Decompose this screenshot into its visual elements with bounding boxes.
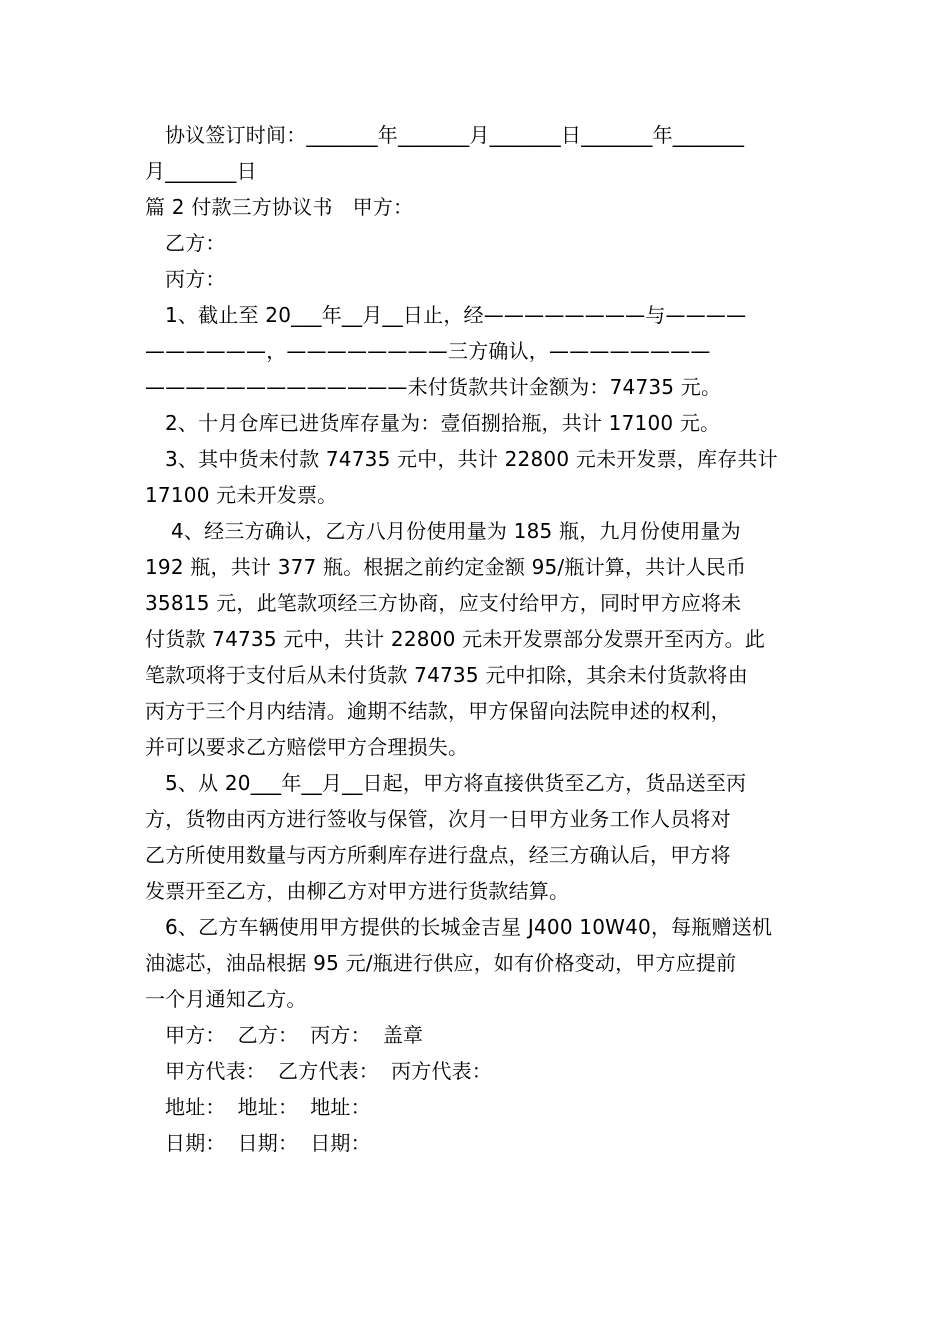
signing-time-line-cont: 月_______日 (145, 159, 257, 183)
clause-5-line: 乙方所使用数量与丙方所剩库存进行盘点，经三方确认后，甲方将 (145, 843, 731, 867)
document-page (145, 117, 809, 1161)
clause-2-line: 2、十月仓库已进货库存量为：壹佰捌拾瓶，共计 17100 元。 (165, 411, 721, 435)
clause-5-line: 方，货物由丙方进行签收与保管，次月一日甲方业务工作人员将对 (145, 807, 731, 831)
representative-a: 甲方代表： (165, 1059, 266, 1083)
representative-b: 乙方代表： (278, 1059, 379, 1083)
address-c: 地址： (310, 1095, 371, 1119)
clause-4-line: 笔款项将于支付后从未付货款 74735 元中扣除，其余未付货款将由 (145, 663, 748, 687)
clause-1-line: —————————————未付货款共计金额为：74735 元。 (145, 375, 722, 399)
signature-seal: 盖章 (382, 1023, 424, 1047)
clause-6-line: 一个月通知乙方。 (145, 987, 307, 1011)
clause-3-line: 17100 元未开发票。 (145, 483, 338, 507)
date-c: 日期： (310, 1131, 371, 1155)
clause-6-line: 6、乙方车辆使用甲方提供的长城金吉星 J400 10W40，每瓶赠送机 (165, 915, 773, 939)
party-b-label: 乙方： (165, 231, 226, 255)
signing-time-line: 协议签订时间：_______年_______月_______日_______年_______ (165, 123, 745, 147)
clause-4-line: 4、经三方确认，乙方八月份使用量为 185 瓶，九月份使用量为 (171, 519, 741, 543)
document-heading (145, 189, 809, 225)
clause-5-line: 5、从 20___年__月__日起，甲方将直接供货至乙方，货品送至丙 (165, 771, 747, 795)
address-b: 地址： (237, 1095, 299, 1119)
date-b: 日期： (237, 1131, 299, 1155)
signature-representatives-row (145, 1053, 809, 1089)
clause-4-line: 并可以要求乙方赔偿甲方合理损失。 (145, 735, 469, 759)
signature-party-c: 丙方： (310, 1023, 371, 1047)
clause-5-line: 发票开至乙方，由柳乙方对甲方进行货款结算。 (145, 879, 570, 903)
clause-4-line: 35815 元，此笔款项经三方协商，应支付给甲方，同时甲方应将未 (145, 591, 742, 615)
heading-title: 篇 2 付款三方协议书 (145, 195, 333, 219)
clause-4-line: 192 瓶，共计 377 瓶。根据之前约定金额 95/瓶计算，共计人民币 (145, 555, 747, 579)
signature-parties-row (145, 1017, 809, 1053)
clause-6-line: 油滤芯，油品根据 95 元/瓶进行供应，如有价格变动，甲方应提前 (145, 951, 737, 975)
signature-dates-row (145, 1125, 809, 1161)
signature-party-b: 乙方： (237, 1023, 299, 1047)
address-a: 地址： (165, 1095, 226, 1119)
clause-1-line: ——————，————————三方确认，———————— (145, 339, 711, 363)
signature-party-a: 甲方： (165, 1023, 226, 1047)
clause-4-line: 付货款 74735 元中，共计 22800 元未开发票部分发票开至丙方。此 (145, 627, 766, 651)
date-a: 日期： (165, 1131, 226, 1155)
party-c-label: 丙方： (165, 267, 226, 291)
representative-c: 丙方代表： (391, 1059, 492, 1083)
signature-addresses-row (145, 1089, 809, 1125)
clause-1-line: 1、截止至 20___年__月__日止，经————————与———— (165, 303, 747, 327)
heading-party-a: 甲方： (352, 195, 414, 219)
clause-3-line: 3、其中货未付款 74735 元中，共计 22800 元未开发票，库存共计 (165, 447, 778, 471)
clause-4-line: 丙方于三个月内结清。逾期不结款，甲方保留向法院申述的权利， (145, 699, 731, 723)
